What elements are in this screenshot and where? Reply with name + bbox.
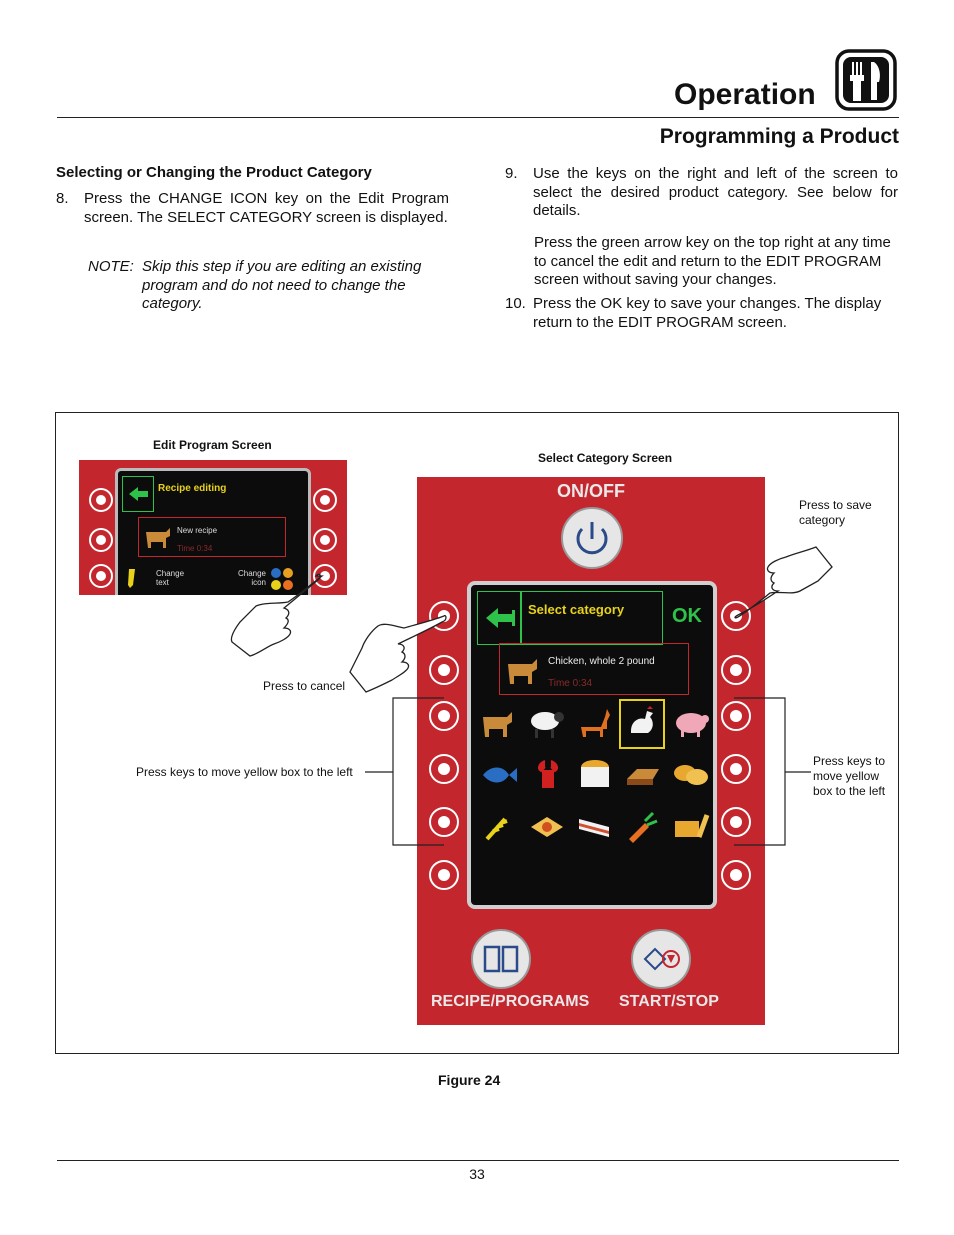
fork-knife-icon (834, 48, 898, 112)
select-screen-label: Select Category Screen (538, 451, 673, 465)
baguette-icon[interactable] (671, 807, 711, 847)
lasagna-icon[interactable] (623, 755, 663, 795)
select-screen-display (467, 581, 717, 909)
right-bracket (732, 696, 812, 848)
step-10-text: Press the OK key to save your changes. The display return to the EDIT PROGRAM screen. (533, 295, 882, 331)
pointing-hand-icon (346, 608, 450, 694)
step-9-paragraph: Press the green arrow key on the top right at any time to cancel the edit and return to the EDIT PROGRAM screen without saving your changes. (534, 234, 891, 288)
deer-icon[interactable] (575, 703, 615, 743)
vegetables-icon[interactable] (623, 807, 663, 847)
edit-recipe-name: New recipe (177, 526, 218, 535)
left-key-6[interactable] (429, 860, 459, 890)
callout-cancel: Press to cancel (263, 679, 346, 693)
selected-recipe-box (499, 643, 689, 695)
power-button[interactable] (561, 507, 623, 569)
chicken-icon[interactable] (621, 701, 663, 747)
step-9-text: Use the keys on the right and left of the screen to select the desired product category. See below for details. (533, 165, 898, 219)
power-icon (563, 509, 621, 567)
page-subtitle: Programming a Product (659, 125, 899, 148)
pig-icon[interactable] (671, 703, 711, 743)
start-stop-button[interactable] (631, 929, 691, 989)
green-arrow-icon (478, 592, 520, 644)
page-number: 33 (469, 1166, 485, 1182)
change-text-label: Change text (156, 569, 185, 587)
callout-left: Press keys to move yellow box to the left (136, 765, 353, 779)
souffle-icon[interactable] (575, 755, 615, 795)
step-8-text: Press the CHANGE ICON key on the Edit Program screen. The SELECT CATEGORY screen is displayed. (84, 190, 449, 226)
onoff-label: ON/OFF (557, 481, 625, 501)
step-8-number: 8. (56, 190, 69, 207)
edit-screen-title: Recipe editing (158, 483, 227, 494)
note-label: NOTE: (88, 258, 134, 275)
header-rule (57, 117, 899, 118)
edit-screen-label: Edit Program Screen (153, 438, 272, 452)
figure-caption: Figure 24 (438, 1072, 501, 1088)
edit-left-key-2[interactable] (89, 528, 113, 552)
callout-right: Press keys to move yellow box to the left (813, 754, 886, 798)
book-icon (473, 931, 529, 987)
cow-icon (504, 650, 542, 688)
select-title-box (521, 591, 663, 645)
right-key-2[interactable] (721, 655, 751, 685)
callout-save: Press to save category (799, 498, 872, 527)
cow-icon[interactable] (479, 703, 519, 743)
change-icon-label: Change icon (237, 569, 266, 587)
right-key-6[interactable] (721, 860, 751, 890)
cancel-arrow-key[interactable] (477, 591, 521, 645)
pastry-icon[interactable] (527, 807, 567, 847)
edit-recipe-box (138, 517, 286, 557)
start-stop-label: START/STOP (619, 993, 719, 1010)
pointing-hand-icon (732, 543, 838, 627)
edit-left-key-3[interactable] (89, 564, 113, 588)
left-bracket (364, 696, 448, 848)
pointing-hand-icon (228, 572, 328, 658)
lobster-icon[interactable] (527, 755, 567, 795)
selected-recipe-name: Chicken, whole 2 pound (548, 656, 655, 667)
yellow-selection-box (619, 699, 665, 749)
edit-left-key-1[interactable] (89, 488, 113, 512)
note-text: Skip this step if you are editing an existing program and do not need to change the category. (142, 258, 422, 312)
fish-icon[interactable] (479, 755, 519, 795)
sheep-icon[interactable] (527, 703, 567, 743)
section-heading: Selecting or Changing the Product Category (56, 164, 372, 181)
pencil-icon (124, 567, 140, 589)
recipe-programs-label: RECIPE/PROGRAMS (431, 993, 590, 1010)
recipe-programs-button[interactable] (471, 929, 531, 989)
section-title: Operation (674, 78, 816, 111)
category-grid (471, 697, 713, 857)
footer-rule (57, 1160, 899, 1161)
select-category-panel (417, 477, 765, 1025)
select-screen-title: Select category (528, 602, 625, 617)
start-stop-icon (633, 931, 689, 987)
step-9-number: 9. (505, 165, 518, 182)
edit-right-key-1[interactable] (313, 488, 337, 512)
bread-icon[interactable] (671, 755, 711, 795)
ok-key[interactable] (667, 591, 707, 643)
grain-icon[interactable] (479, 807, 519, 847)
cake-icon[interactable] (575, 807, 615, 847)
edit-recipe-time: Time 0:34 (177, 544, 213, 553)
step-10-number: 10. (505, 295, 526, 312)
cow-icon (143, 522, 173, 552)
back-arrow-key[interactable] (122, 476, 154, 512)
edit-right-key-2[interactable] (313, 528, 337, 552)
ok-label: OK (672, 605, 702, 627)
selected-recipe-time: Time 0:34 (548, 678, 593, 689)
